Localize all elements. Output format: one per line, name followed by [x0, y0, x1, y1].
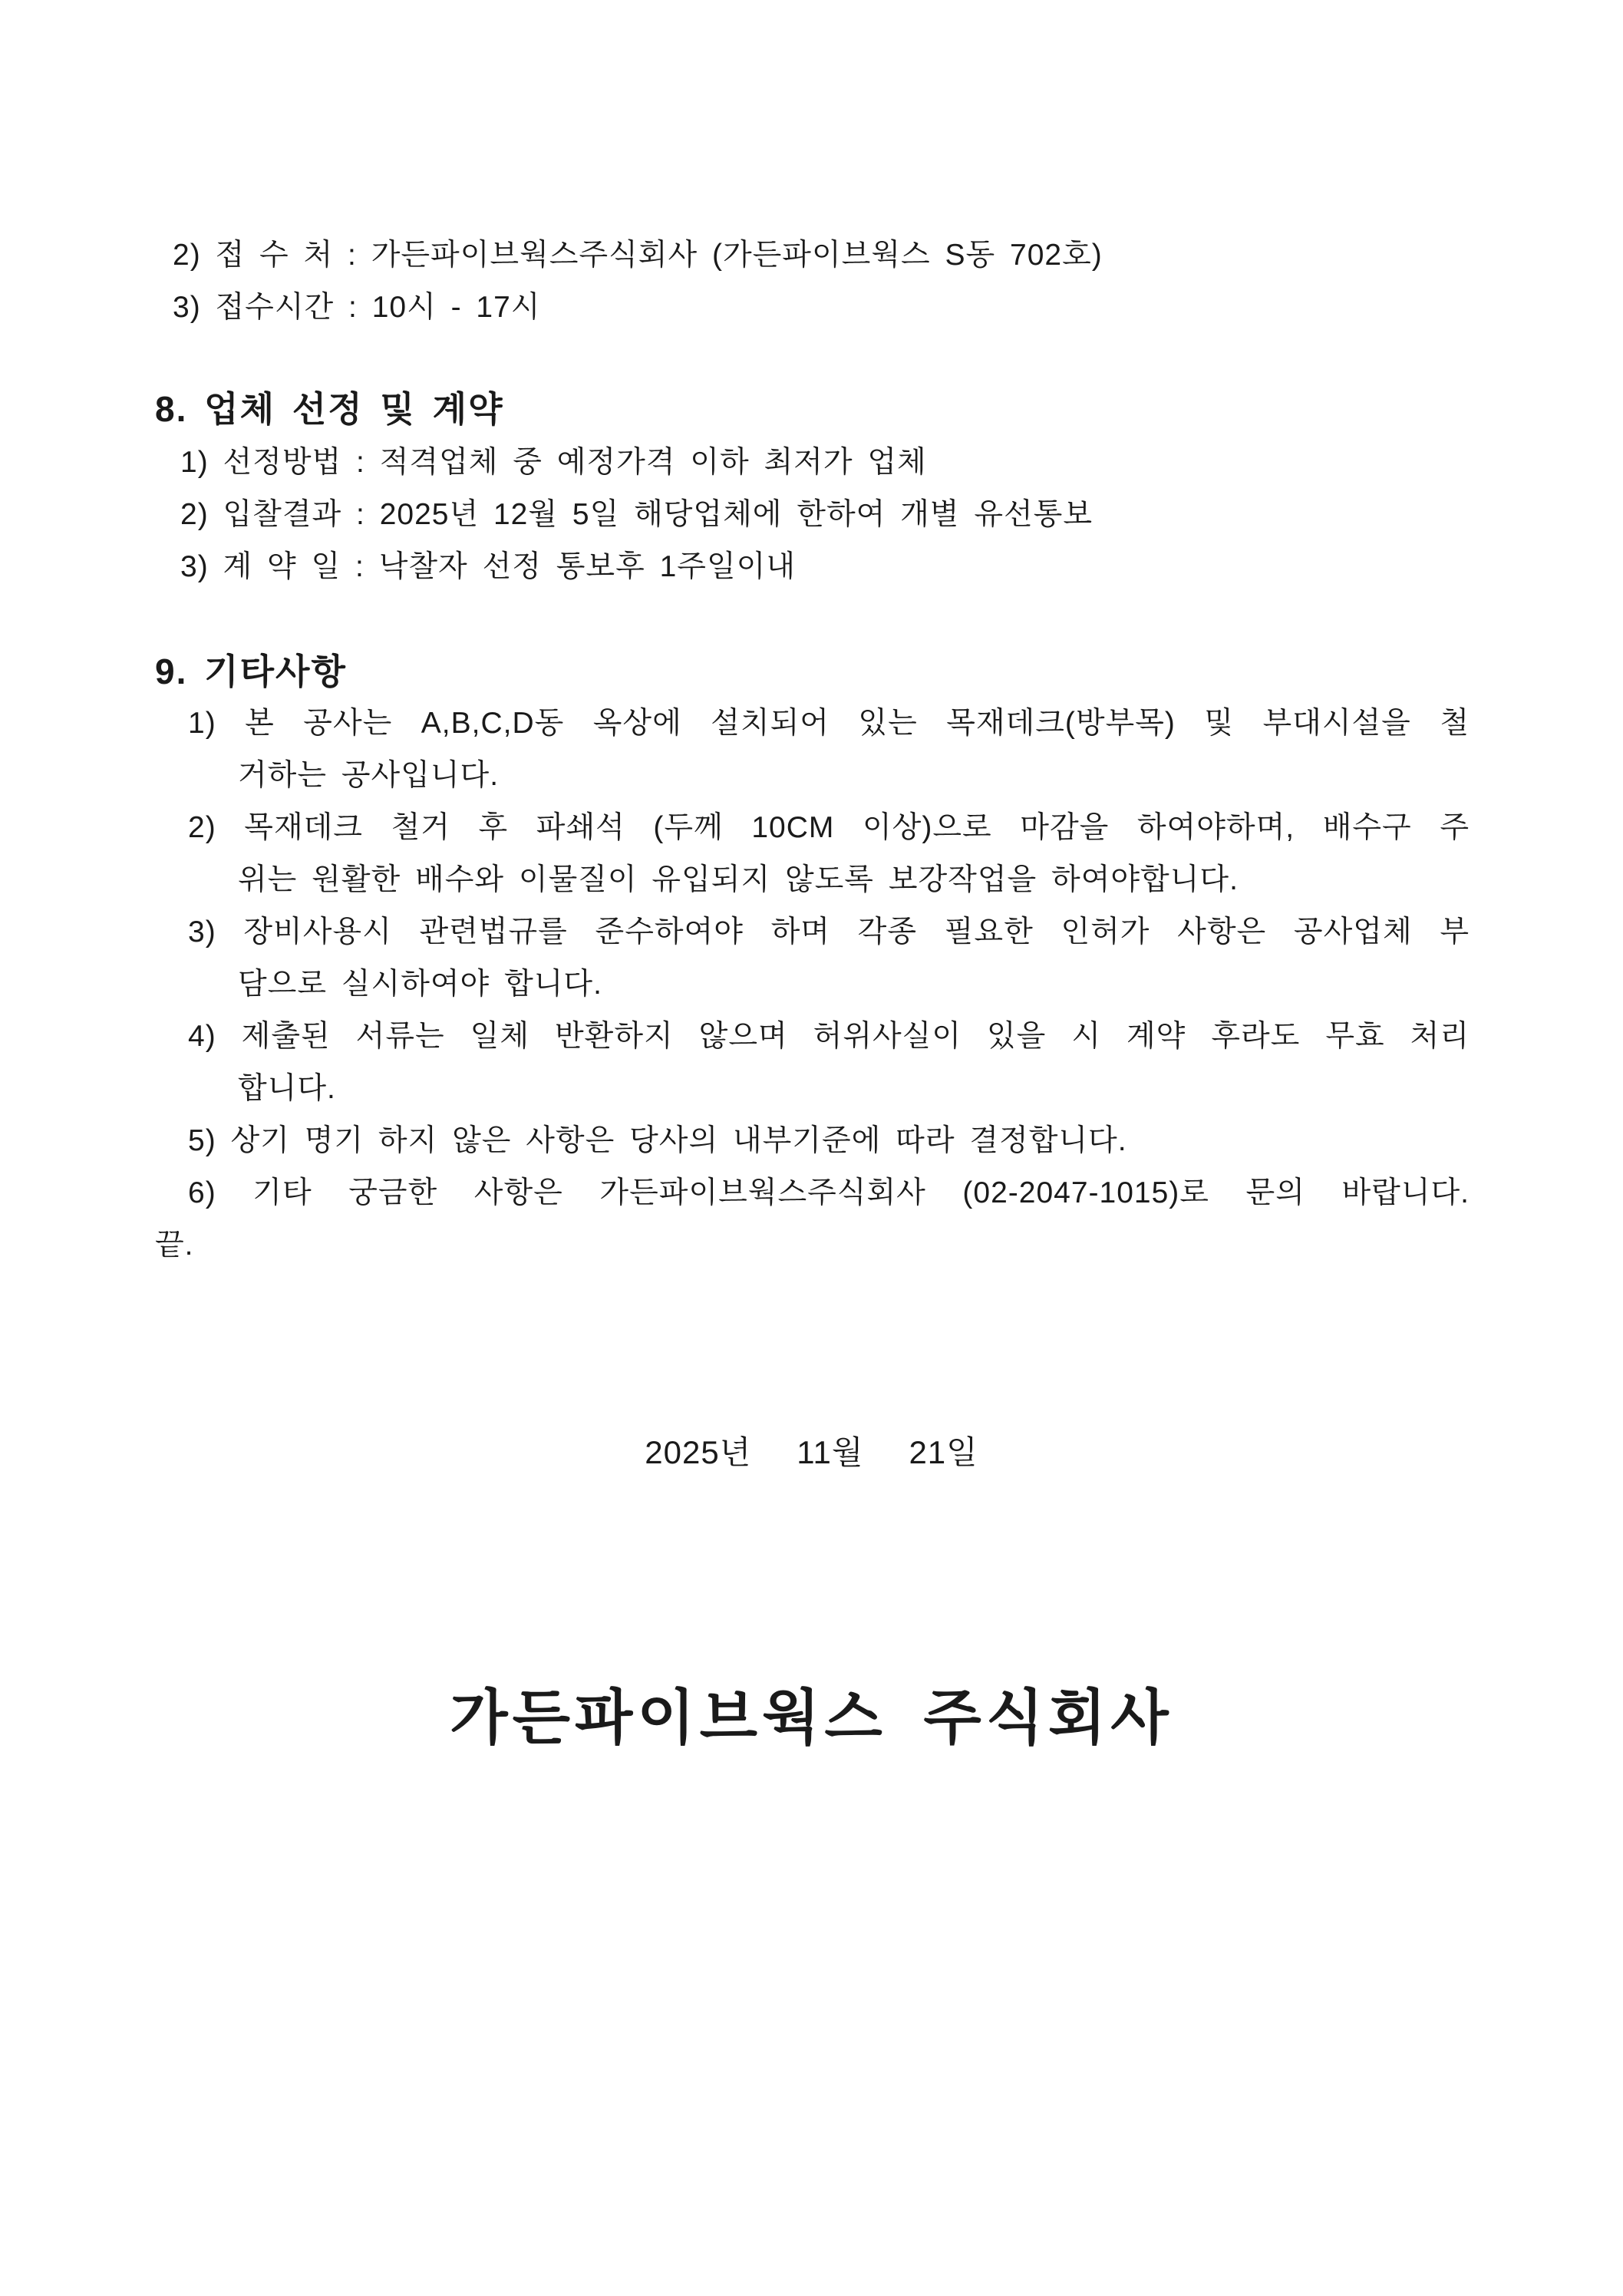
section9-item-1-line-2: 거하는 공사입니다.: [238, 759, 500, 792]
company-name: 가든파이브웍스 주식회사: [450, 1684, 1173, 1751]
reception-hours-line: 3) 접수시간 : 10시 - 17시: [173, 291, 541, 324]
section9-item-1-line-1: 1) 본 공사는 A,B,C,D동 옥상에 설치되어 있는 목재데크(방부목) 및 부대시설을 철: [188, 707, 1470, 740]
section9-item-5-line-1: 5) 상기 명기 하지 않은 사항은 당사의 내부기준에 따라 결정합니다.: [188, 1124, 1127, 1157]
section9-item-2-line-1: 2) 목재데크 철거 후 파쇄석 (두께 10CM 이상)으로 마감을 하여야하며, 배수구 주: [188, 811, 1470, 844]
section9-item-3-line-1: 3) 장비사용시 관련법규를 준수하여야 하며 각종 필요한 인허가 사항은 공사업체 부: [188, 915, 1470, 948]
section8-item-2: 2) 입찰결과 : 2025년 12월 5일 해당업체에 한하여 개별 유선통보: [180, 498, 1094, 531]
section8-item-3: 3) 계 약 일 : 낙찰자 선정 통보후 1주일이내: [180, 550, 796, 583]
section9-item-4-line-1: 4) 제출된 서류는 일체 반환하지 않으며 허위사실이 있을 시 계약 후라도 무효 처리: [188, 1020, 1470, 1053]
section9-item-6-line-1: 6) 기타 궁금한 사항은 가든파이브웍스주식회사 (02-2047-1015)로 문의 바랍니다.: [188, 1176, 1470, 1209]
section9-item-2-line-2: 위는 원활한 배수와 이물질이 유입되지 않도록 보강작업을 하여야합니다.: [238, 863, 1239, 896]
section9-item-4-line-2: 합니다.: [238, 1072, 336, 1105]
section9-heading: 9. 기타사항: [155, 652, 347, 691]
section8-item-1: 1) 선정방법 : 적격업체 중 예정가격 이하 최저가 업체: [180, 446, 927, 479]
section8-heading: 8. 업체 선정 및 계약: [155, 389, 504, 429]
reception-place-line: 2) 접 수 처 : 가든파이브웍스주식회사 (가든파이브웍스 S동 702호): [173, 239, 1103, 272]
end-mark: 끝.: [155, 1229, 194, 1262]
section9-item-3-line-2: 담으로 실시하여야 합니다.: [238, 968, 602, 1001]
date-line: 2025년 11월 21일: [645, 1434, 978, 1470]
